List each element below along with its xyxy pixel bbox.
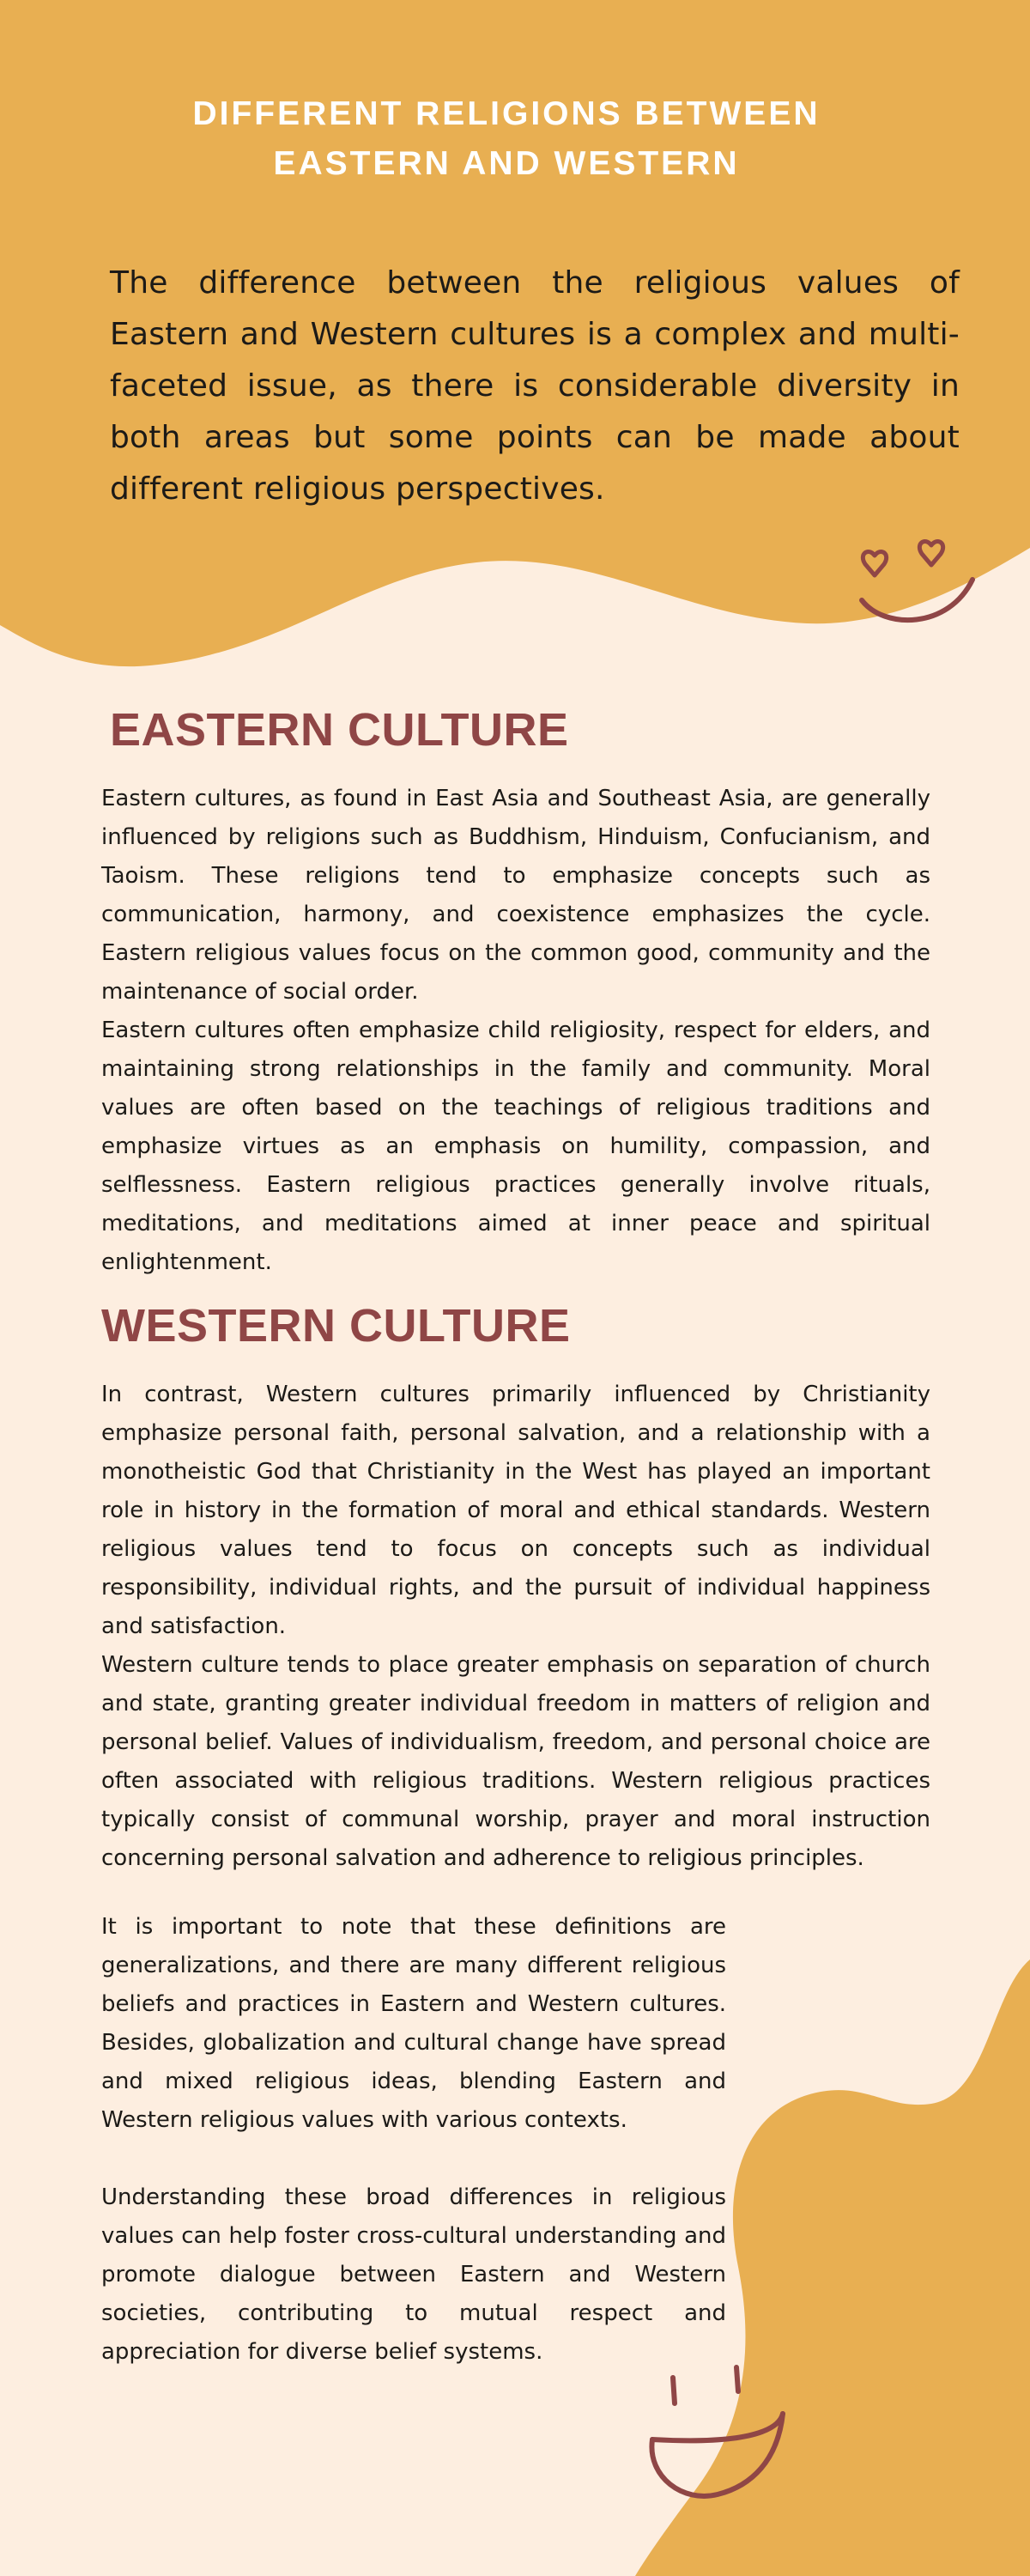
page-title: DIFFERENT RELIGIONS BETWEEN EASTERN AND WESTERN bbox=[192, 95, 821, 182]
conclusion-paragraph-1: It is important to note that these definitions are generalizations, and there are many different religious beliefs and practices in Eastern and Western cultures. Besides, globalization and cultural change have spread and mixed religious ideas, blending Eastern and Western religious values with various contexts. bbox=[101, 1914, 726, 2133]
smiley-face-icon bbox=[644, 2357, 798, 2520]
hearts-smile-icon bbox=[850, 528, 987, 640]
eastern-paragraph-1: Eastern cultures, as found in East Asia and Southeast Asia, are generally influenced by religions such as Buddhism, Hinduism, Confucianism, and Taoism. These religions tend to emphasize concepts such as communication, harmony, and coexistence emphasizes the cycle. Eastern religious values focus on the common good, community and the maintenance of social order. bbox=[101, 786, 930, 1005]
eastern-paragraph-2: Eastern cultures often emphasize child religiosity, respect for elders, and maintaining strong relationships in the family and community. Moral values are often based on the teachings of religious traditions and emphasize virtues as an emphasis on humility, compassion, and selflessness. Eastern religious practices generally involve rituals, meditations, and meditations aimed at inner peace and spiritual enlightenment. bbox=[101, 1018, 930, 1275]
western-heading: WESTERN CULTURE bbox=[101, 1300, 571, 1352]
conclusion-paragraph-2: Understanding these broad differences in religious values can help foster cross-cultural understanding and promote dialogue between Eastern and Western societies, contributing to mutual respect and appreciation for diverse belief systems. bbox=[101, 2184, 726, 2365]
eastern-heading: EASTERN CULTURE bbox=[110, 704, 569, 756]
western-paragraph-2: Western culture tends to place greater emphasis on separation of church and state, granting greater individual freedom in matters of religion and personal belief. Values of individualism, freedom, and personal choice are often associated with religious traditions. Western religious practices typically consist of communal worship, prayer and moral instruction concerning personal salvation and adherence to religious principles. bbox=[101, 1652, 930, 1871]
intro-paragraph: The difference between the religious values of Eastern and Western cultures is a complex and multi-faceted issue, as there is considerable diversity in both areas but some points can be made about different religious perspectives. bbox=[110, 265, 960, 507]
western-paragraph-1: In contrast, Western cultures primarily influenced by Christianity emphasize personal faith, personal salvation, and a relationship with a monotheistic God that Christianity in the West has played an important role in history in the formation of moral and ethical standards. Western religious values tend to focus on concepts such as individual responsibility, individual rights, and the pursuit of individual happiness and satisfaction. bbox=[101, 1382, 930, 1639]
